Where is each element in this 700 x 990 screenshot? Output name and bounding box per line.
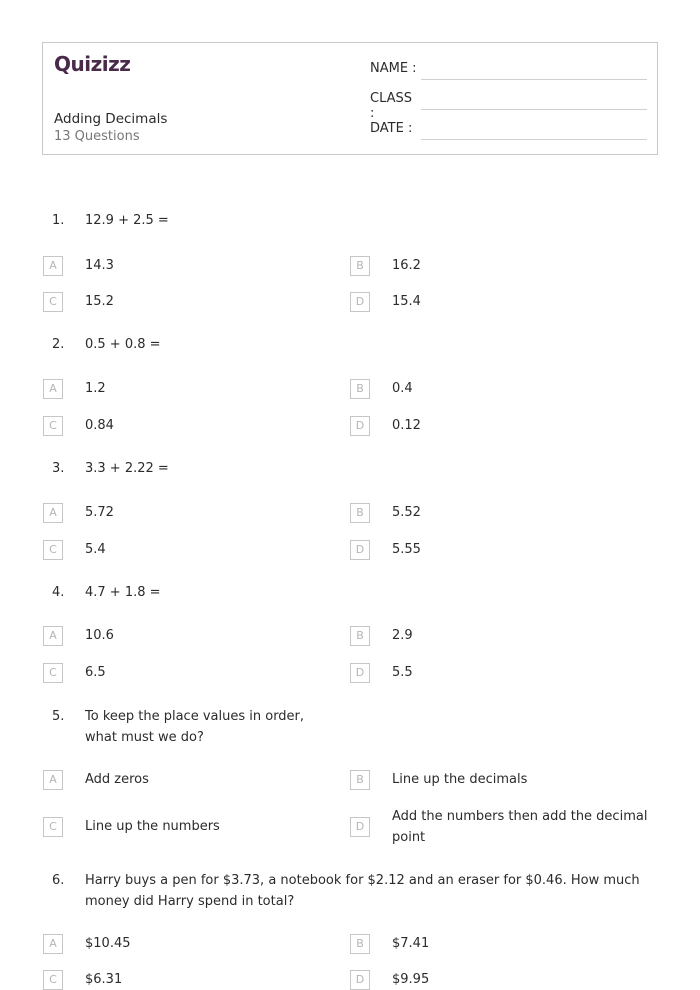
question-text: To keep the place values in order, what must we do? (85, 709, 305, 745)
option-a-text: 14.3 (85, 258, 114, 273)
option-c-box[interactable]: C (43, 970, 63, 990)
option-d-text: 0.12 (392, 418, 421, 433)
option-a-box[interactable]: A (43, 256, 63, 276)
option-a-text: 10.6 (85, 628, 114, 643)
option-c-text: 6.5 (85, 665, 106, 680)
class-field-line[interactable] (421, 109, 647, 110)
option-d-text: 15.4 (392, 294, 421, 309)
option-b-text: $7.41 (392, 936, 430, 951)
option-b-text: 2.9 (392, 628, 413, 643)
option-a-text: $10.45 (85, 936, 131, 951)
option-d-text: 5.55 (392, 542, 421, 557)
option-d-box[interactable]: D (350, 292, 370, 312)
option-c-box[interactable]: C (43, 817, 63, 837)
option-d-box[interactable]: D (350, 416, 370, 436)
question-text: 12.9 + 2.5 = (85, 213, 169, 228)
option-a-text: 5.72 (85, 505, 114, 520)
worksheet-title: Adding Decimals (54, 111, 168, 127)
option-d-box[interactable]: D (350, 817, 370, 837)
option-c-text: $6.31 (85, 972, 123, 987)
option-d-text: 5.5 (392, 665, 413, 680)
option-b-box[interactable]: B (350, 503, 370, 523)
question-text: 4.7 + 1.8 = (85, 585, 161, 600)
option-c-box[interactable]: C (43, 416, 63, 436)
question-text: Harry buys a pen for $3.73, a notebook for $2.12 and an eraser for $0.46. How much money did Harry spend in total? (85, 873, 640, 909)
option-b-box[interactable]: B (350, 256, 370, 276)
option-a-text: 1.2 (85, 381, 106, 396)
option-b-text: 16.2 (392, 258, 421, 273)
question-number: 2. (52, 337, 65, 352)
question-text: 3.3 + 2.22 = (85, 461, 169, 476)
option-c-box[interactable]: C (43, 540, 63, 560)
worksheet-header (42, 42, 658, 155)
option-b-box[interactable]: B (350, 379, 370, 399)
option-a-box[interactable]: A (43, 770, 63, 790)
date-field-line[interactable] (421, 139, 647, 140)
question-number: 5. (52, 709, 65, 724)
option-a-box[interactable]: A (43, 934, 63, 954)
option-a-text: Add zeros (85, 772, 149, 787)
option-b-text: Line up the decimals (392, 772, 528, 787)
option-b-box[interactable]: B (350, 934, 370, 954)
class-field-label: CLASS : (370, 91, 413, 121)
option-c-text: 5.4 (85, 542, 106, 557)
option-c-box[interactable]: C (43, 663, 63, 683)
option-d-box[interactable]: D (350, 970, 370, 990)
option-d-box[interactable]: D (350, 663, 370, 683)
question-number: 6. (52, 873, 65, 888)
option-d-box[interactable]: D (350, 540, 370, 560)
option-a-box[interactable]: A (43, 379, 63, 399)
option-c-box[interactable]: C (43, 292, 63, 312)
name-field-line[interactable] (421, 79, 647, 80)
option-a-box[interactable]: A (43, 626, 63, 646)
option-d-text: $9.95 (392, 972, 430, 987)
option-c-text: Line up the numbers (85, 819, 220, 834)
question-number: 1. (52, 213, 65, 228)
name-field-label: NAME : (370, 61, 417, 76)
date-field-label: DATE : (370, 121, 413, 136)
option-b-box[interactable]: B (350, 626, 370, 646)
question-number: 4. (52, 585, 65, 600)
option-c-text: 15.2 (85, 294, 114, 309)
question-count: 13 Questions (54, 129, 140, 144)
question-text: 0.5 + 0.8 = (85, 337, 161, 352)
option-d-text: Add the numbers then add the decimal point (392, 809, 648, 845)
option-b-box[interactable]: B (350, 770, 370, 790)
option-c-text: 0.84 (85, 418, 114, 433)
question-number: 3. (52, 461, 65, 476)
quizizz-logo: Quizizz (54, 52, 131, 76)
option-b-text: 0.4 (392, 381, 413, 396)
option-a-box[interactable]: A (43, 503, 63, 523)
option-b-text: 5.52 (392, 505, 421, 520)
